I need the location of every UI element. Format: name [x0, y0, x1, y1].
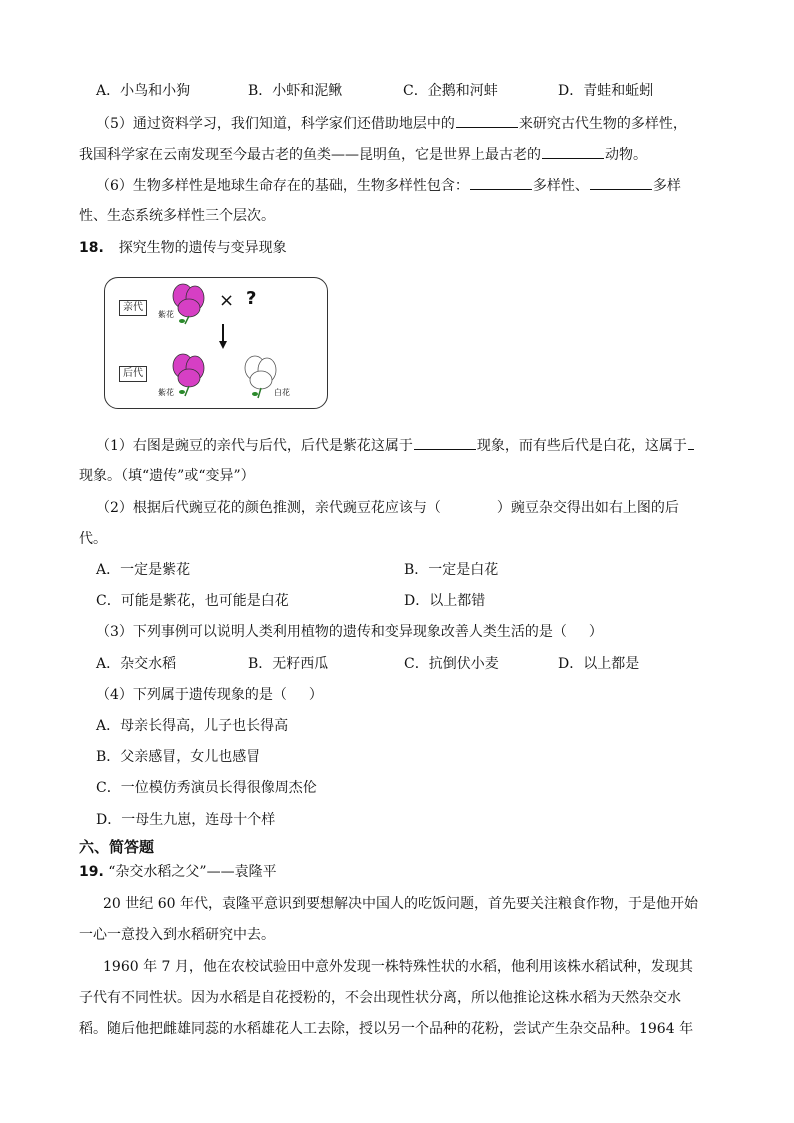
q17-sub6-text-b: 多样性、: [532, 178, 589, 194]
q18-sub1-text-b: 现象，而有些后代是白花，这属于: [476, 438, 687, 454]
q17-option-c: C．企鹅和河蚌: [403, 83, 498, 99]
white-flower-label: 白花: [274, 388, 290, 397]
q17-sub5-text-d: 动物。: [605, 147, 647, 163]
q18-sub2-text-a: （2）根据后代豌豆花的颜色推测，亲代豌豆花应该与（: [96, 500, 441, 516]
q18-number: 18.: [79, 240, 104, 256]
q18-title: 探究生物的遗传与变异现象: [118, 240, 287, 256]
q18-sub4-option-b: B．父亲感冒，女儿也感冒: [96, 749, 261, 765]
q17-sub5-line2: [79, 144, 647, 165]
q17-sub6-line2: 性、生态系统多样性三个层次。: [79, 208, 275, 224]
q18-sub3-text-a: （3）下列事例可以说明人类利用植物的遗传和变异现象改善人类生活的是（: [96, 624, 567, 640]
q19-para2-line1: 1960 年 7 月，他在农校试验田中意外发现一株特殊性状的水稻，他利用该株水稻试种，发现其: [103, 959, 693, 975]
q19-number: 19.: [79, 864, 104, 880]
q18-sub4-text-b: ）: [308, 687, 323, 703]
q17-sub5-text-a: （5）通过资料学习，我们知道，科学家们还借助地层中的: [96, 116, 455, 132]
q17-sub5-text-b: 来研究古代生物的多样性，: [518, 116, 687, 132]
fill-blank[interactable]: [590, 175, 652, 190]
q18-sub4-option-d: D．一母生九崽，连母十个样: [96, 812, 276, 828]
q19-para1-line1: 20 世纪 60 年代，袁隆平意识到要想解决中国人的吃饭问题，首先要关注粮食作物，于是他开始: [103, 896, 698, 912]
q17-option-a: A．小鸟和小狗: [96, 83, 191, 99]
q19-para2-line3: 稻。随后他把雌雄同蕊的水稻雄花人工去除，授以另一个品种的花粉，尝试产生杂交品种。1964 年: [79, 1021, 694, 1037]
q18-sub4-stem: [96, 685, 323, 705]
q18-sub2-option-a: A．一定是紫花: [96, 562, 191, 578]
fill-blank[interactable]: [470, 175, 532, 190]
q18-sub2-option-b: B．一定是白花: [404, 562, 499, 578]
q18-sub2-option-c: C．可能是紫花，也可能是白花: [96, 593, 289, 609]
q18-header: [79, 238, 287, 258]
down-arrow-icon: [218, 322, 228, 350]
q19-para1-line2: 一心一意投入到水稻研究中去。: [79, 927, 275, 943]
purple-flower-offspring-icon: [169, 352, 209, 398]
q18-sub3-option-b: B．无籽西瓜: [248, 656, 329, 672]
q18-sub1-line2: 现象。（填“遗传”或“变异”）: [79, 468, 255, 484]
q17-sub6-text-c: 多样: [652, 178, 681, 194]
q17-sub6-text-a: （6）生物多样性是地球生命存在的基础，生物多样性包含：: [96, 178, 469, 194]
q18-sub2-line1: [96, 498, 679, 518]
q17-sub5-line1: [96, 113, 687, 134]
fill-blank[interactable]: [542, 144, 604, 159]
q18-sub3-text-b: ）: [588, 624, 603, 640]
section-title: 六、简答题: [79, 838, 155, 856]
purple-flower-label: 紫花: [158, 310, 174, 319]
q17-sub6-line1: [96, 175, 681, 196]
q19-title: “杂交水稻之父”——袁隆平: [108, 864, 277, 880]
offspring-generation-label: 后代: [119, 366, 147, 382]
q18-sub3-stem: [96, 622, 603, 642]
q17-sub5-text-c: 我国科学家在云南发现至今最古老的鱼类——昆明鱼，它是世界上最古老的: [79, 147, 541, 163]
purple-flower-label: 紫花: [158, 388, 174, 397]
pea-inheritance-diagram: [104, 277, 328, 409]
unknown-parent-symbol: ?: [246, 288, 257, 309]
fill-blank[interactable]: [456, 113, 518, 128]
q18-sub3-option-a: A．杂交水稻: [96, 656, 177, 672]
q19-header: [79, 862, 277, 882]
q17-option-b: B．小虾和泥鳅: [248, 83, 343, 99]
q18-sub3-option-c: C．抗倒伏小麦: [404, 656, 499, 672]
q18-sub3-option-d: D．以上都是: [558, 656, 640, 672]
fill-blank[interactable]: [688, 435, 694, 450]
q18-sub4-option-c: C．一位模仿秀演员长得很像周杰伦: [96, 780, 317, 796]
purple-flower-parent-icon: [169, 282, 209, 326]
q18-sub1-text-a: （1）右图是豌豆的亲代与后代，后代是紫花这属于: [96, 438, 413, 454]
q18-sub2-text-b: ）豌豆杂交得出如右上图的后: [496, 500, 679, 516]
q18-sub2-option-d: D．以上都错: [404, 593, 486, 609]
q18-sub4-option-a: A．母亲长得高，儿子也长得高: [96, 718, 289, 734]
q18-sub1-line1: [96, 435, 695, 456]
q18-sub4-text-a: （4）下列属于遗传现象的是（: [96, 687, 287, 703]
parent-generation-label: 亲代: [119, 300, 147, 316]
q17-option-d: D．青蛙和蚯蚓: [558, 83, 654, 99]
q18-sub2-line2: 代。: [79, 531, 107, 547]
cross-symbol: ×: [219, 290, 235, 311]
q19-para2-line2: 子代有不同性状。因为水稻是自花授粉的，不会出现性状分离，所以他推论这株水稻为天然杂交水: [79, 990, 681, 1006]
fill-blank[interactable]: [414, 435, 476, 450]
